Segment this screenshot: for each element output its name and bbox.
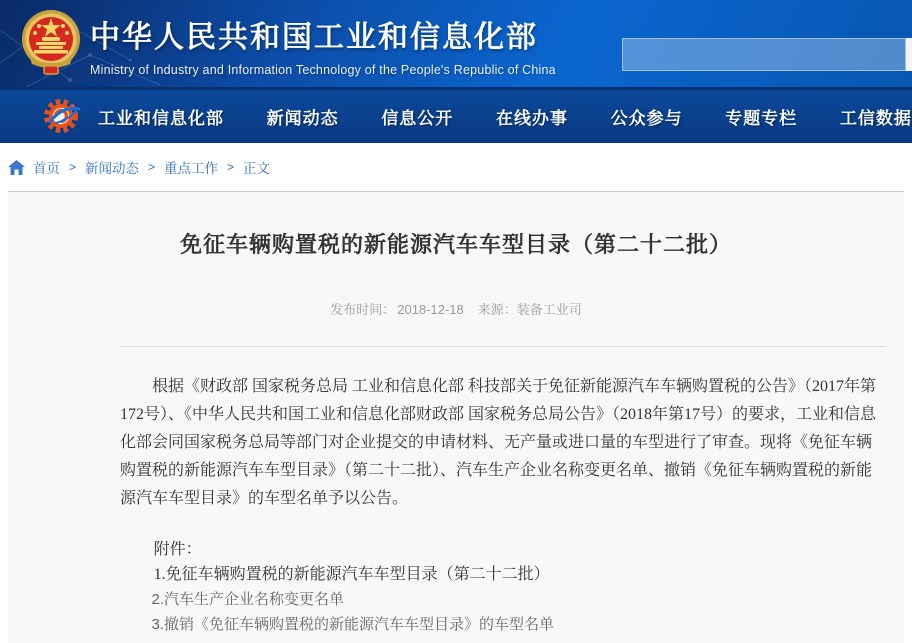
breadcrumb-current-article: 正文 <box>243 161 271 176</box>
breadcrumb-news[interactable]: 新闻动态 <box>85 161 140 176</box>
site-title: 中华人民共和国工业和信息化部 <box>90 21 538 54</box>
site-header <box>0 0 912 90</box>
header-titles <box>90 12 556 77</box>
article-paragraph: 根据《财政部 国家税务总局 工业和信息化部 科技部关于免征新能源汽车车辆购置税的公告》（2017年第172号）、《中华人民共和国工业和信息化部财政部 国家税务总局公告》（2018年第17号）的要求，工业和信息化部会同国家税务总局等部门对企业提交的申请材料、无产量或进口量的车型进行了审查。现将《免征车辆购置税的新能源汽车车型目录》（第二十二批）、汽车生产企业名称变更名单、撤销《免征车辆购置税的新能源汽车车型目录》的车型名单予以公告。 <box>120 378 877 507</box>
main-navigation <box>0 90 912 143</box>
attachments-label: 附件： <box>153 541 202 558</box>
nav-item-news[interactable]: 新闻动态 <box>266 109 339 128</box>
breadcrumb-separator: > <box>69 160 77 174</box>
nav-item-data[interactable]: 工信数据 <box>839 109 912 128</box>
site-title-english: Ministry of Industry and Information Technology of the People's Republic of China <box>90 63 556 77</box>
nav-item-online-services[interactable]: 在线办事 <box>495 109 568 128</box>
nav-item-public-participation[interactable]: 公众参与 <box>610 109 683 128</box>
miit-logo-icon <box>42 96 82 136</box>
article-meta <box>8 299 904 318</box>
search-input[interactable] <box>622 38 906 71</box>
publish-time-label: 发布时间： <box>330 302 396 317</box>
national-emblem-icon <box>20 6 82 78</box>
attachment-link-2[interactable]: 2.汽车生产企业名称变更名单 <box>151 591 345 608</box>
nav-item-special-topics[interactable]: 专题专栏 <box>725 109 798 128</box>
article-body <box>120 373 886 513</box>
nav-item-info-disclosure[interactable]: 信息公开 <box>381 109 454 128</box>
home-icon[interactable] <box>8 160 25 175</box>
attachment-link-3[interactable]: 3.撤销《免征车辆购置税的新能源汽车车型目录》的车型名单 <box>151 616 555 633</box>
nav-items <box>98 104 912 129</box>
attachment-link-1[interactable]: 1.免征车辆购置税的新能源汽车车型目录（第二十二批） <box>153 566 550 583</box>
publish-date: 2018-12-18 <box>397 302 464 317</box>
breadcrumb-home[interactable]: 首页 <box>33 161 60 176</box>
breadcrumb-separator: > <box>148 160 156 174</box>
source-label: 来源： <box>477 302 517 317</box>
article-panel <box>8 191 904 643</box>
breadcrumb-key-work[interactable]: 重点工作 <box>164 161 219 176</box>
nav-item-miit[interactable]: 工业和信息化部 <box>98 109 224 128</box>
breadcrumb <box>0 143 912 191</box>
article-title: 免征车辆购置税的新能源汽车车型目录（第二十二批） <box>179 232 732 257</box>
attachments-section <box>120 537 886 637</box>
search-bar <box>622 38 912 71</box>
meta-divider <box>120 346 886 347</box>
breadcrumb-separator: > <box>227 160 235 174</box>
search-button[interactable] <box>906 38 912 71</box>
source-value: 装备工业司 <box>516 302 582 317</box>
